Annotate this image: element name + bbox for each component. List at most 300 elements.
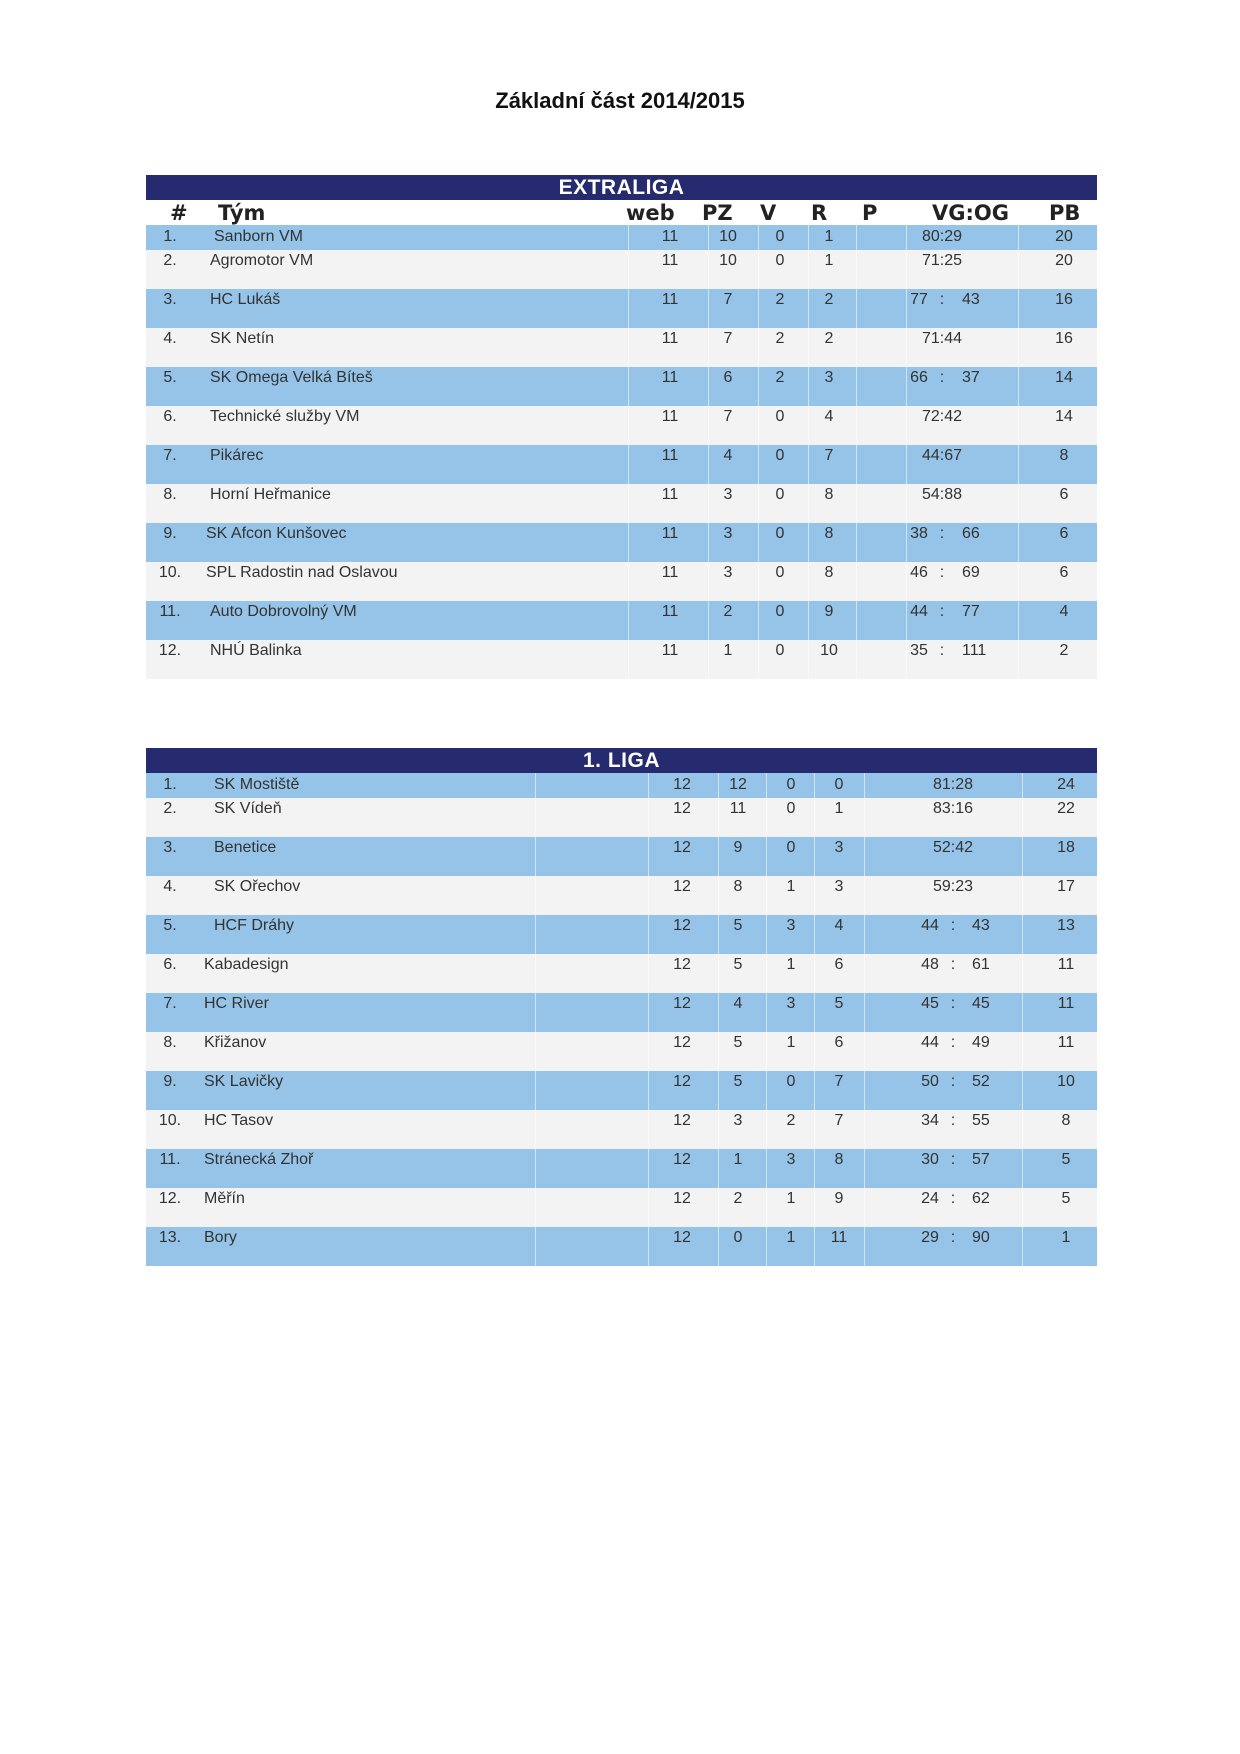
row-team: HC Tasov: [204, 1112, 274, 1129]
row-team: HC Lukáš: [210, 291, 281, 308]
row-team: Stránecká Zhoř: [204, 1151, 314, 1168]
column-divider: [766, 1110, 767, 1149]
row-goals-against: 37: [962, 369, 980, 386]
row-p: 8: [834, 1151, 844, 1168]
column-divider: [814, 798, 815, 837]
column-divider: [856, 445, 857, 484]
row-position: 3.: [163, 291, 177, 308]
row-pz: 12: [673, 1034, 691, 1051]
row-v: 7: [723, 408, 733, 425]
table-row: [146, 1071, 1097, 1110]
column-divider: [628, 484, 629, 523]
row-v: 3: [723, 525, 733, 542]
row-goals-for: 34: [921, 1112, 939, 1129]
column-divider: [814, 876, 815, 915]
column-divider: [1018, 225, 1019, 250]
column-divider: [766, 1032, 767, 1071]
row-goals-against: 62: [972, 1190, 990, 1207]
row-r: 0: [775, 564, 785, 581]
row-pb: 20: [1055, 228, 1073, 245]
row-score: 81:28: [932, 776, 974, 793]
row-p: 8: [824, 564, 834, 581]
column-divider: [535, 876, 536, 915]
column-divider: [758, 523, 759, 562]
row-team: Křižanov: [204, 1034, 267, 1051]
column-divider: [766, 798, 767, 837]
column-divider: [766, 1071, 767, 1110]
row-goals-for: 35: [910, 642, 928, 659]
row-v: 2: [733, 1190, 743, 1207]
row-pb: 8: [1059, 447, 1069, 464]
row-pz: 11: [661, 603, 679, 620]
column-divider: [814, 1227, 815, 1266]
row-pz: 11: [661, 525, 679, 542]
row-pz: 12: [673, 1151, 691, 1168]
table-row: [146, 640, 1097, 679]
column-divider: [814, 1032, 815, 1071]
row-v: 3: [733, 1112, 743, 1129]
column-divider: [1022, 773, 1023, 798]
row-score-colon: :: [950, 1034, 956, 1051]
row-v: 5: [733, 956, 743, 973]
column-divider: [628, 523, 629, 562]
row-team: HC River: [204, 995, 269, 1012]
column-divider: [648, 1032, 649, 1071]
row-pz: 12: [673, 1112, 691, 1129]
table-row: [146, 1110, 1097, 1149]
row-pz: 11: [661, 228, 679, 245]
column-divider: [856, 328, 857, 367]
column-divider: [1022, 1227, 1023, 1266]
row-goals-for: 44: [921, 917, 939, 934]
col-v: V: [760, 201, 777, 225]
row-goals-against: 61: [972, 956, 990, 973]
extraliga-table: [146, 175, 1097, 679]
row-r: 1: [786, 1229, 796, 1246]
row-goals-for: 66: [910, 369, 928, 386]
row-team: Auto Dobrovolný VM: [210, 603, 357, 620]
row-p: 8: [824, 525, 834, 542]
column-divider: [766, 837, 767, 876]
row-v: 5: [733, 917, 743, 934]
column-divider: [535, 915, 536, 954]
column-divider: [856, 289, 857, 328]
column-divider: [648, 837, 649, 876]
table-row: [146, 915, 1097, 954]
row-position: 9.: [163, 525, 177, 542]
column-divider: [856, 225, 857, 250]
column-divider: [1022, 915, 1023, 954]
row-pb: 5: [1061, 1190, 1071, 1207]
column-divider: [856, 367, 857, 406]
row-goals-against: 49: [972, 1034, 990, 1051]
row-pb: 14: [1055, 369, 1073, 386]
row-pb: 11: [1057, 995, 1075, 1012]
column-divider: [864, 837, 865, 876]
row-v: 7: [723, 330, 733, 347]
column-divider: [1018, 250, 1019, 289]
row-goals-for: 24: [921, 1190, 939, 1207]
row-r: 0: [786, 776, 796, 793]
row-p: 1: [824, 252, 834, 269]
column-divider: [1018, 367, 1019, 406]
column-divider: [628, 289, 629, 328]
row-v: 6: [723, 369, 733, 386]
row-pb: 16: [1055, 291, 1073, 308]
column-divider: [814, 954, 815, 993]
row-r: 1: [786, 1034, 796, 1051]
column-divider: [856, 562, 857, 601]
column-divider: [814, 1071, 815, 1110]
column-divider: [1018, 406, 1019, 445]
row-team: SK Omega Velká Bíteš: [210, 369, 373, 386]
row-score: 71:25: [921, 252, 963, 269]
row-team: Bory: [204, 1229, 237, 1246]
row-position: 11.: [159, 603, 181, 620]
column-divider: [758, 406, 759, 445]
column-divider: [1018, 640, 1019, 679]
row-goals-for: 50: [921, 1073, 939, 1090]
column-divider: [1022, 954, 1023, 993]
row-p: 1: [834, 800, 844, 817]
column-divider: [535, 798, 536, 837]
row-score: 52:42: [932, 839, 974, 856]
row-v: 11: [729, 800, 747, 817]
liga1-header: 1. LIGA: [146, 748, 1097, 773]
row-goals-against: 69: [962, 564, 980, 581]
row-p: 11: [830, 1229, 848, 1246]
table-row: [146, 837, 1097, 876]
extraliga-header: EXTRALIGA: [146, 175, 1097, 200]
row-score: 71:44: [921, 330, 963, 347]
row-position: 8.: [163, 486, 177, 503]
column-divider: [535, 1227, 536, 1266]
column-divider: [758, 367, 759, 406]
column-divider: [766, 915, 767, 954]
row-team: SK Lavičky: [204, 1073, 284, 1090]
row-p: 7: [824, 447, 834, 464]
row-score-colon: :: [950, 917, 956, 934]
row-position: 1.: [163, 228, 177, 245]
column-divider: [628, 367, 629, 406]
column-divider: [766, 1227, 767, 1266]
row-score-colon: :: [939, 291, 945, 308]
table-row: [146, 250, 1097, 289]
column-divider: [628, 406, 629, 445]
row-pz: 12: [673, 1073, 691, 1090]
table-row: [146, 773, 1097, 798]
table-row: [146, 367, 1097, 406]
column-divider: [864, 1149, 865, 1188]
column-divider: [535, 837, 536, 876]
row-score-colon: :: [939, 564, 945, 581]
row-v: 4: [723, 447, 733, 464]
row-p: 8: [824, 486, 834, 503]
column-divider: [1022, 837, 1023, 876]
row-r: 0: [786, 1073, 796, 1090]
row-goals-for: 77: [910, 291, 928, 308]
row-position: 10.: [158, 1112, 182, 1129]
column-divider: [1022, 798, 1023, 837]
column-divider: [856, 640, 857, 679]
column-divider: [648, 993, 649, 1032]
row-score-colon: :: [950, 1229, 956, 1246]
column-divider: [535, 1071, 536, 1110]
row-pb: 5: [1061, 1151, 1071, 1168]
row-v: 5: [733, 1073, 743, 1090]
row-r: 0: [775, 228, 785, 245]
column-divider: [1018, 562, 1019, 601]
row-v: 1: [733, 1151, 743, 1168]
row-position: 2.: [163, 252, 177, 269]
row-team: Kabadesign: [204, 956, 289, 973]
table-row: [146, 601, 1097, 640]
row-goals-against: 52: [972, 1073, 990, 1090]
row-score: 83:16: [932, 800, 974, 817]
row-p: 9: [834, 1190, 844, 1207]
row-v: 0: [733, 1229, 743, 1246]
column-divider: [864, 1032, 865, 1071]
row-r: 1: [786, 1190, 796, 1207]
row-team: Benetice: [214, 839, 277, 856]
row-r: 0: [775, 408, 785, 425]
liga1-rows: [146, 773, 1097, 1266]
row-r: 0: [786, 839, 796, 856]
row-goals-for: 38: [910, 525, 928, 542]
column-divider: [864, 876, 865, 915]
column-divider: [814, 1149, 815, 1188]
column-divider: [648, 915, 649, 954]
table-row: [146, 1149, 1097, 1188]
row-position: 5.: [163, 917, 177, 934]
row-team: Měřín: [204, 1190, 245, 1207]
row-position: 2.: [163, 800, 177, 817]
row-score-colon: :: [939, 369, 945, 386]
row-v: 10: [719, 228, 737, 245]
column-divider: [648, 1227, 649, 1266]
column-divider: [648, 773, 649, 798]
column-divider: [1022, 993, 1023, 1032]
column-divider: [628, 250, 629, 289]
row-position: 1.: [163, 776, 177, 793]
column-divider: [758, 289, 759, 328]
row-pz: 12: [673, 776, 691, 793]
row-position: 12.: [158, 1190, 182, 1207]
row-goals-against: 55: [972, 1112, 990, 1129]
column-divider: [628, 601, 629, 640]
table-row: [146, 1032, 1097, 1071]
row-pb: 14: [1055, 408, 1073, 425]
row-pb: 4: [1059, 603, 1069, 620]
row-v: 2: [723, 603, 733, 620]
row-score: 72:42: [921, 408, 963, 425]
row-r: 2: [786, 1112, 796, 1129]
row-pz: 11: [661, 252, 679, 269]
row-position: 3.: [163, 839, 177, 856]
row-pb: 6: [1059, 564, 1069, 581]
row-r: 0: [786, 800, 796, 817]
row-v: 3: [723, 564, 733, 581]
row-score: 80:29: [921, 228, 963, 245]
table-row: [146, 225, 1097, 250]
column-divider: [535, 993, 536, 1032]
row-goals-for: 44: [921, 1034, 939, 1051]
column-divider: [1022, 1149, 1023, 1188]
column-divider: [856, 250, 857, 289]
row-v: 10: [719, 252, 737, 269]
row-goals-against: 57: [972, 1151, 990, 1168]
column-divider: [535, 773, 536, 798]
row-pb: 16: [1055, 330, 1073, 347]
row-goals-for: 44: [910, 603, 928, 620]
row-score: 54:88: [921, 486, 963, 503]
row-r: 0: [775, 525, 785, 542]
row-pb: 20: [1055, 252, 1073, 269]
column-divider: [535, 1032, 536, 1071]
column-divider: [766, 876, 767, 915]
row-r: 2: [775, 369, 785, 386]
row-pz: 12: [673, 956, 691, 973]
row-pz: 12: [673, 1190, 691, 1207]
column-divider: [758, 562, 759, 601]
row-score-colon: :: [950, 1151, 956, 1168]
column-divider: [648, 1071, 649, 1110]
row-r: 0: [775, 486, 785, 503]
row-team: SK Afcon Kunšovec: [206, 525, 347, 542]
row-pb: 24: [1057, 776, 1075, 793]
col-pb: PB: [1049, 201, 1081, 225]
column-divider: [758, 250, 759, 289]
row-p: 1: [824, 228, 834, 245]
row-score-colon: :: [950, 1190, 956, 1207]
liga1-table: [146, 748, 1097, 1266]
column-divider: [864, 798, 865, 837]
row-pb: 18: [1057, 839, 1075, 856]
row-v: 1: [723, 642, 733, 659]
row-score-colon: :: [939, 525, 945, 542]
row-position: 4.: [163, 878, 177, 895]
column-divider: [648, 1110, 649, 1149]
row-pz: 11: [661, 447, 679, 464]
row-pz: 12: [673, 839, 691, 856]
column-divider: [864, 1188, 865, 1227]
row-r: 0: [775, 252, 785, 269]
row-pz: 11: [661, 369, 679, 386]
column-divider: [766, 954, 767, 993]
row-goals-against: 90: [972, 1229, 990, 1246]
row-v: 3: [723, 486, 733, 503]
row-score-colon: :: [939, 642, 945, 659]
row-position: 4.: [163, 330, 177, 347]
row-pb: 13: [1057, 917, 1075, 934]
table-row: [146, 484, 1097, 523]
column-divider: [766, 993, 767, 1032]
row-goals-for: 48: [921, 956, 939, 973]
table-row: [146, 798, 1097, 837]
row-pz: 11: [661, 642, 679, 659]
column-divider: [1022, 1110, 1023, 1149]
row-goals-against: 45: [972, 995, 990, 1012]
column-divider: [1018, 484, 1019, 523]
row-r: 2: [775, 330, 785, 347]
table-row: [146, 289, 1097, 328]
row-team: Agromotor VM: [210, 252, 314, 269]
row-pb: 2: [1059, 642, 1069, 659]
column-divider: [766, 773, 767, 798]
row-pb: 11: [1057, 956, 1075, 973]
row-p: 3: [824, 369, 834, 386]
row-r: 0: [775, 603, 785, 620]
column-divider: [814, 1110, 815, 1149]
column-divider: [628, 640, 629, 679]
extraliga-column-headers: [146, 200, 1097, 225]
table-row: [146, 562, 1097, 601]
column-divider: [1022, 1188, 1023, 1227]
row-pz: 11: [661, 330, 679, 347]
column-divider: [1022, 876, 1023, 915]
row-v: 12: [729, 776, 747, 793]
row-team: Horní Heřmanice: [210, 486, 331, 503]
row-v: 4: [733, 995, 743, 1012]
page-title: Základní část 2014/2015: [495, 88, 745, 113]
column-divider: [1018, 289, 1019, 328]
table-row: [146, 876, 1097, 915]
row-goals-against: 66: [962, 525, 980, 542]
column-divider: [856, 406, 857, 445]
column-divider: [1018, 328, 1019, 367]
column-divider: [814, 993, 815, 1032]
column-divider: [1018, 523, 1019, 562]
row-position: 6.: [163, 408, 177, 425]
row-r: 1: [786, 878, 796, 895]
row-p: 2: [824, 330, 834, 347]
row-pb: 6: [1059, 486, 1069, 503]
row-pb: 8: [1061, 1112, 1071, 1129]
row-r: 3: [786, 995, 796, 1012]
row-pz: 12: [673, 917, 691, 934]
column-divider: [864, 954, 865, 993]
column-divider: [814, 837, 815, 876]
row-team: HCF Dráhy: [214, 917, 295, 934]
row-pb: 17: [1057, 878, 1075, 895]
row-position: 7.: [163, 447, 177, 464]
row-position: 11.: [159, 1151, 181, 1168]
row-goals-against: 43: [962, 291, 980, 308]
row-r: 1: [786, 956, 796, 973]
row-v: 8: [733, 878, 743, 895]
row-r: 0: [775, 447, 785, 464]
column-divider: [535, 954, 536, 993]
column-divider: [864, 993, 865, 1032]
row-team: NHÚ Balinka: [210, 642, 302, 659]
row-p: 3: [834, 878, 844, 895]
row-pb: 22: [1057, 800, 1075, 817]
row-r: 3: [786, 917, 796, 934]
column-divider: [758, 225, 759, 250]
column-divider: [864, 773, 865, 798]
column-divider: [814, 1188, 815, 1227]
column-divider: [864, 1227, 865, 1266]
table-row: [146, 993, 1097, 1032]
column-divider: [864, 1071, 865, 1110]
row-p: 3: [834, 839, 844, 856]
row-team: Pikárec: [210, 447, 264, 464]
row-r: 0: [775, 642, 785, 659]
row-position: 9.: [163, 1073, 177, 1090]
row-r: 2: [775, 291, 785, 308]
row-p: 0: [834, 776, 844, 793]
row-position: 6.: [163, 956, 177, 973]
